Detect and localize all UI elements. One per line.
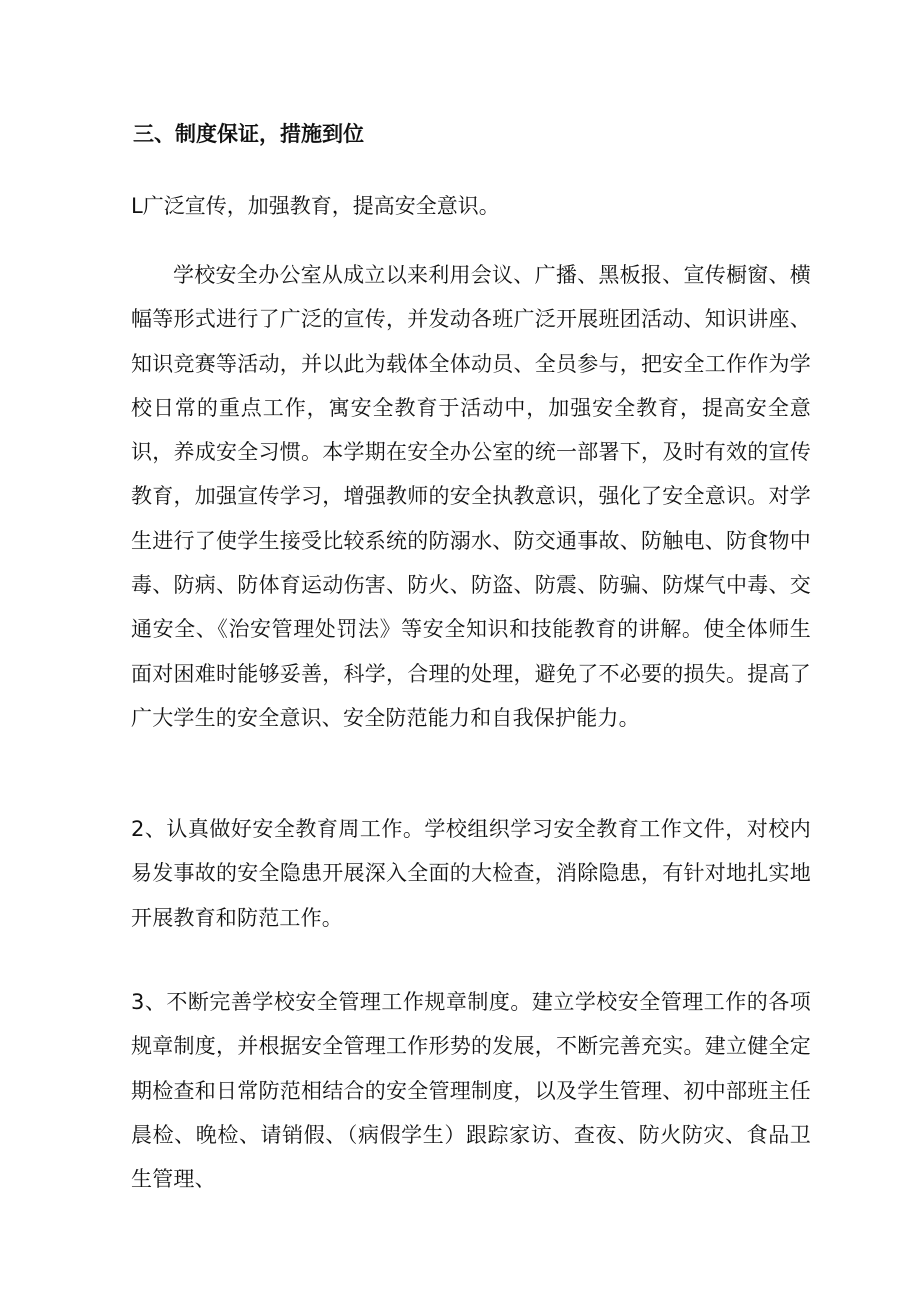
paragraph-safety-education-week: 2、认真做好安全教育周工作。学校组织学习安全教育工作文件，对校内易发事故的安全隐患开展深入全面的大检查，消除隐患，有针对地扎实地开展教育和防范工作。 — [131, 817, 811, 930]
subheading-publicity-education: L广泛宣传，加强教育，提高安全意识。 — [131, 194, 500, 218]
section-heading: 三、制度保证，措施到位 — [133, 122, 364, 146]
paragraph-safety-management-rules: 3、不断完善学校安全管理工作规章制度。建立学校安全管理工作的各项规章制度，并根据安全管理工作形势的发展，不断完善充实。建立健全定期检查和日常防范相结合的安全管理制度，以及学生管理、初中部班主任晨检、晚检、请销假、（病假学生）跟踪家访、查夜、防火防灾、食品卫生管理、 — [131, 990, 811, 1192]
paragraph-safety-publicity: 学校安全办公室从成立以来利用会议、广播、黑板报、宣传橱窗、横幅等形式进行了广泛的宣传，并发动各班广泛开展班团活动、知识讲座、知识竞赛等活动，并以此为载体全体动员、全员参与，把安全工作作为学校日常的重点工作，寓安全教育于活动中，加强安全教育，提高安全意识，养成安全习惯。本学期在安全办公室的统一部署下，及时有效的宣传教育，加强宣传学习，增强教师的安全执教意识，强化了安全意识。对学生进行了使学生接受比较系统的防溺水、防交通事故、防触电、防食物中毒、防病、防体育运动伤害、防火、防盗、防震、防骗、防煤气中毒、交通安全、《治安管理处罚法》等安全知识和技能教育的讲解。使全体师生面对困难时能够妥善，科学，合理的处理，避免了不必要的损失。提高了广大学生的安全意识、安全防范能力和自我保护能力。 — [131, 263, 811, 730]
